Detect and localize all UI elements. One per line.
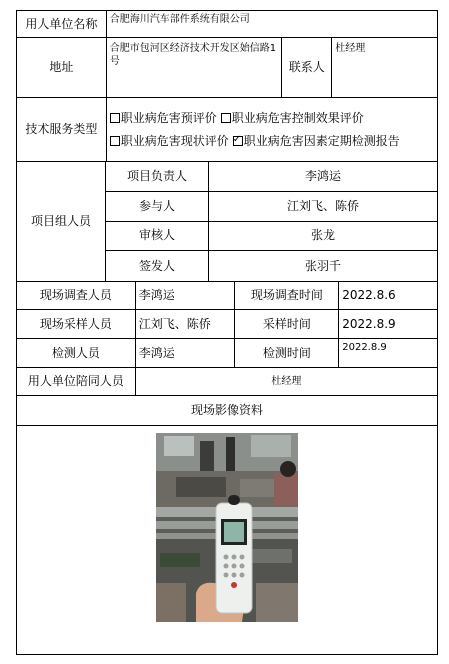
sampling-time-label: 采样时间 — [235, 310, 339, 338]
service-type-label: 技术服务类型 — [17, 98, 107, 161]
sampling-label: 现场采样人员 — [17, 310, 136, 338]
survey-person: 李鸿运 — [136, 282, 236, 309]
address-value: 合肥市包河区经济技术开发区始信路1号 — [107, 38, 283, 97]
accompany-label: 用人单位陪同人员 — [17, 368, 136, 395]
checkbox-status-evaluation[interactable] — [110, 136, 120, 146]
images-header-row — [17, 396, 437, 426]
option-periodic-testing: 职业病危害因素定期检测报告 — [243, 133, 400, 148]
checkbox-periodic-testing[interactable] — [233, 136, 243, 146]
team-name: 江刘飞、陈侨 — [286, 198, 359, 213]
employer-value: 合肥海川汽车部件系统有限公司 — [109, 14, 250, 25]
survey-time: 2022.8.6 — [342, 288, 396, 302]
testing-time-label: 检测时间 — [235, 339, 339, 367]
team-role: 项目负责人 — [106, 162, 209, 191]
contact-label: 联系人 — [282, 38, 332, 97]
checkbox-control-effect[interactable] — [221, 113, 231, 123]
team-role: 审核人 — [106, 222, 209, 251]
team-role: 签发人 — [106, 251, 209, 281]
team-member-row — [106, 162, 437, 192]
sampling-row — [17, 310, 437, 339]
service-options-line-2 — [110, 134, 404, 149]
sampling-person: 江刘飞、陈侨 — [136, 310, 236, 338]
team-members — [106, 162, 437, 281]
team-name: 张龙 — [310, 228, 335, 243]
site-photo — [156, 433, 298, 622]
team-name: 李鸿运 — [304, 168, 341, 183]
option-status-evaluation: 职业病危害现状评价 — [120, 133, 229, 148]
option-control-effect: 职业病危害控制效果评价 — [231, 110, 364, 125]
survey-row — [17, 282, 437, 310]
team-member-row — [106, 222, 437, 252]
info-table — [16, 10, 438, 655]
team-row — [17, 162, 437, 282]
team-member-row — [106, 192, 437, 222]
testing-label: 检测人员 — [17, 339, 136, 367]
images-label: 现场影像资料 — [190, 403, 263, 417]
photo-row — [17, 426, 437, 654]
team-label: 项目组人员 — [17, 162, 106, 281]
service-type-row — [17, 98, 437, 162]
option-pre-evaluation: 职业病危害预评价 — [120, 110, 217, 125]
sampling-time: 2022.8.9 — [342, 316, 396, 331]
contact-value: 杜经理 — [335, 43, 366, 54]
address-row — [17, 38, 437, 98]
team-role: 参与人 — [106, 192, 209, 221]
accompany-row — [17, 368, 437, 396]
survey-time-label: 现场调查时间 — [235, 282, 339, 309]
testing-person: 李鸿运 — [136, 339, 236, 367]
accompany-value: 杜经理 — [271, 376, 302, 387]
address-label: 地址 — [17, 38, 107, 97]
team-name: 张羽千 — [304, 258, 341, 273]
testing-time: 2022.8.9 — [342, 342, 387, 353]
service-options-line-1 — [110, 111, 368, 126]
service-type-options — [107, 98, 437, 161]
testing-row — [17, 339, 437, 368]
checkbox-pre-evaluation[interactable] — [110, 113, 120, 123]
employer-label: 用人单位名称 — [17, 11, 107, 37]
employer-row — [17, 11, 437, 38]
survey-label: 现场调查人员 — [17, 282, 136, 309]
team-member-row — [106, 251, 437, 281]
